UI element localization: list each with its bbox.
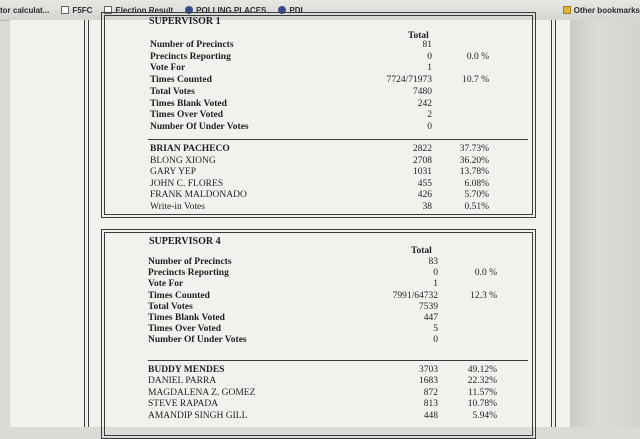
candidate-name: BRIAN PACHECO — [150, 144, 230, 154]
candidate-votes: 455 — [417, 178, 432, 189]
candidate-name: DANIEL PARRA — [148, 376, 217, 387]
bookmark-1[interactable] — [61, 6, 92, 15]
stat-value: 447 — [423, 313, 438, 323]
stat-label: Number Of Under Votes — [150, 121, 249, 132]
divider — [148, 360, 528, 361]
stat-value: 0 — [433, 268, 438, 279]
bookmark-label: Other bookmarks — [573, 5, 640, 15]
stat-label: Number of Precincts — [148, 257, 232, 267]
bookmark-label: F5FC — [72, 5, 93, 15]
candidate-name: FRANK MALDONADO — [150, 190, 247, 200]
stat-label: Times Blank Voted — [148, 313, 225, 323]
stat-value: 5 — [433, 324, 438, 335]
stat-label: Precincts Reporting — [148, 268, 229, 279]
race-title: SUPERVISOR 1 — [149, 16, 221, 27]
bookmark-label: tor calculat... — [0, 5, 50, 15]
stat-value: 0 — [433, 335, 438, 346]
bookmark-label: POLLING PLACES — [196, 5, 267, 15]
candidate-name: STEVE RAPADA — [148, 399, 219, 410]
stat-label: Number Of Under Votes — [148, 335, 247, 346]
stat-value: 1 — [433, 279, 438, 290]
stat-label: Times Counted — [148, 290, 210, 301]
candidate-votes: 872 — [423, 387, 438, 398]
race-title: SUPERVISOR 4 — [149, 236, 221, 247]
stat-value: 0 — [427, 121, 432, 132]
candidate-percent: 10.78% — [467, 399, 497, 410]
candidate-votes: 2708 — [413, 155, 432, 166]
candidate-name: JOHN C. FLORES — [150, 178, 224, 189]
candidate-percent: 37.73% — [459, 144, 489, 154]
candidate-votes: 38 — [422, 201, 432, 212]
other-bookmarks[interactable] — [563, 6, 640, 15]
stat-value: 7480 — [413, 86, 432, 97]
stat-percent: 0.0 % — [466, 51, 489, 62]
candidate-percent: 5.94% — [472, 410, 497, 421]
folder-icon — [563, 6, 571, 14]
candidate-votes: 1683 — [419, 376, 438, 387]
candidate-percent: 13.78% — [459, 167, 489, 177]
candidate-votes: 448 — [423, 410, 438, 421]
candidate-votes: 426 — [417, 190, 432, 200]
candidate-votes: 2822 — [413, 144, 432, 154]
candidate-name: GARY YEP — [150, 167, 197, 177]
stat-value: 83 — [428, 257, 438, 267]
divider — [148, 139, 528, 140]
page-rule-right-inner — [555, 20, 556, 427]
page-rule-left-inner — [88, 20, 89, 427]
stat-value: 1 — [427, 63, 432, 74]
bookmark-label: Election Result — [115, 5, 174, 15]
stat-value: 7991/64732 — [392, 290, 438, 301]
page-rule-right — [551, 20, 552, 427]
candidate-percent: 0.51% — [464, 201, 489, 212]
stat-value: 2 — [427, 110, 432, 121]
candidate-name: BUDDY MENDES — [148, 365, 225, 375]
candidate-percent: 6.08% — [464, 178, 489, 189]
stat-percent: 12.3 % — [470, 290, 497, 301]
candidate-name: MAGDALENA Z. GOMEZ — [148, 387, 256, 398]
stat-label: Times Over Voted — [148, 324, 222, 335]
stat-value: 7724/71973 — [386, 75, 432, 86]
candidate-percent: 36.20% — [459, 155, 489, 166]
stat-label: Vote For — [150, 63, 186, 74]
stat-label: Number of Precincts — [150, 40, 234, 50]
stat-percent: 10.7 % — [462, 75, 489, 86]
bookmark-label: PDI — [289, 5, 303, 15]
stat-label: Vote For — [148, 279, 184, 290]
candidate-name: Write-in Votes — [150, 201, 205, 212]
candidate-votes: 1031 — [413, 167, 432, 177]
stat-value: 81 — [422, 40, 432, 50]
stat-label: Times Counted — [150, 75, 212, 86]
stat-value: 7539 — [419, 301, 438, 312]
candidate-percent: 49.12% — [467, 365, 497, 375]
candidate-votes: 3703 — [419, 365, 438, 375]
bookmark-0[interactable] — [0, 6, 49, 15]
stat-label: Times Over Voted — [150, 110, 224, 121]
stat-label: Times Blank Voted — [150, 98, 227, 109]
stat-label: Total Votes — [148, 301, 193, 312]
total-header: Total — [411, 246, 432, 256]
stat-label: Precincts Reporting — [150, 51, 231, 62]
stat-value: 242 — [417, 98, 432, 109]
candidate-percent: 11.57% — [468, 387, 497, 398]
stat-value: 0 — [427, 51, 432, 62]
total-header: Total — [408, 31, 429, 41]
candidate-votes: 813 — [423, 399, 438, 410]
document-icon — [61, 6, 69, 14]
stat-percent: 0.0 % — [474, 268, 497, 279]
candidate-percent: 5.70% — [464, 190, 489, 200]
candidate-percent: 22.32% — [467, 376, 497, 387]
candidate-name: BLONG XIONG — [150, 155, 216, 166]
page-margin — [570, 20, 640, 427]
stat-label: Total Votes — [150, 86, 195, 97]
page-rule-left — [84, 20, 85, 427]
candidate-name: AMANDIP SINGH GILL — [148, 410, 248, 421]
